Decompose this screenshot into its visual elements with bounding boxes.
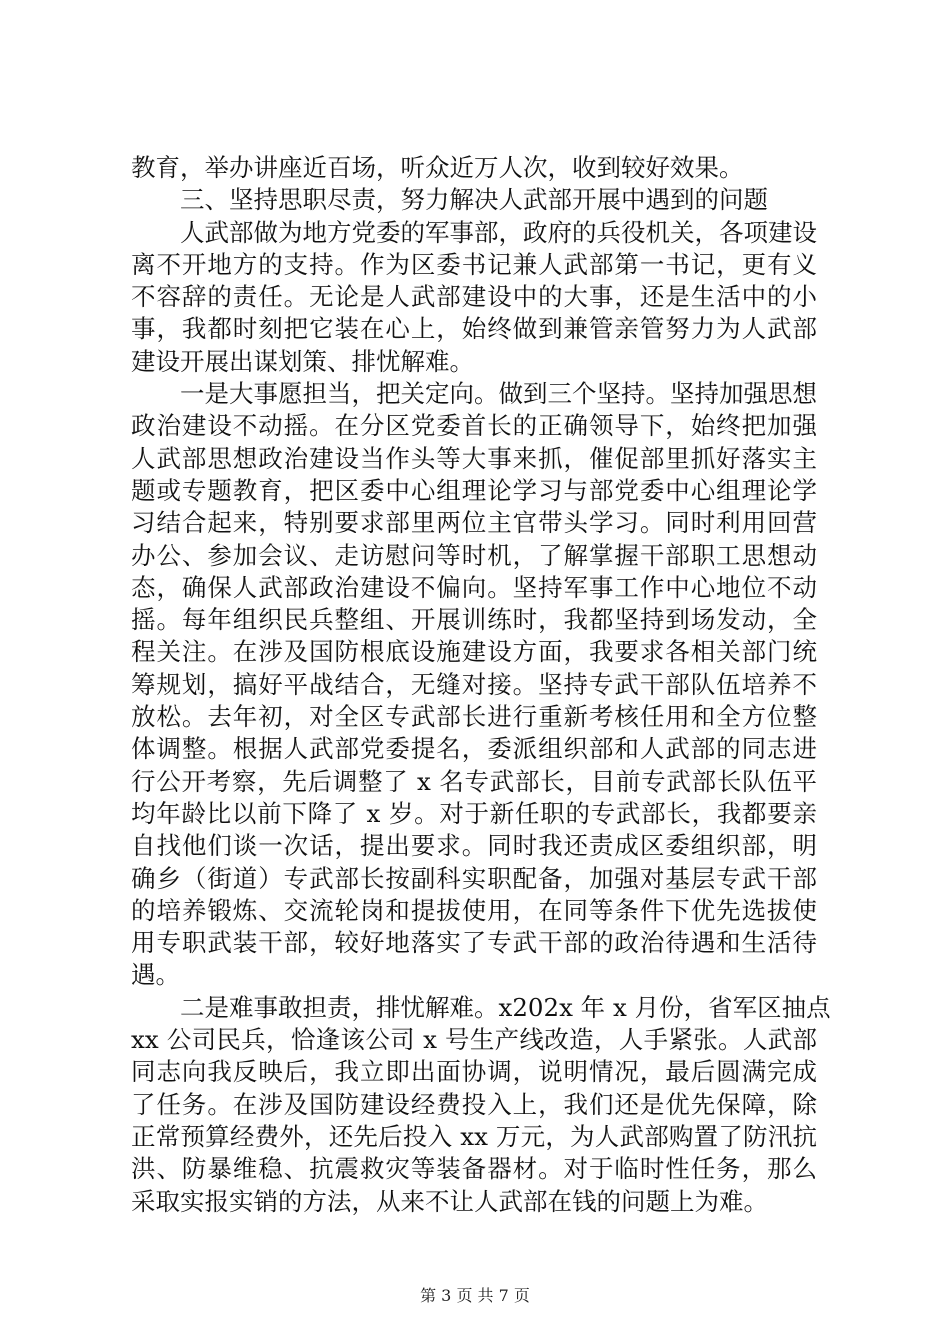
text-line: 程关注。在涉及国防根底设施建设方面，我要求各相关部门统 [131, 637, 817, 667]
text-line: 习结合起来，特别要求部里两位主官带头学习。同时利用回营 [131, 508, 817, 538]
text-line: 离不开地方的支持。作为区委书记兼人武部第一书记，更有义 [131, 249, 817, 279]
text-line: 态，确保人武部政治建设不偏向。坚持军事工作中心地位不动 [131, 572, 817, 602]
text-line: 二是难事敢担责，排忧解难。x202x 年 x 月份，省军区抽点 [180, 992, 831, 1022]
text-line: 用专职武装干部，较好地落实了专武干部的政治待遇和生活待 [131, 928, 817, 958]
text-line: 办公、参加会议、走访慰问等时机，了解掌握干部职工思想动 [131, 540, 817, 570]
text-line: 题或专题教育，把区委中心组理论学习与部党委中心组理论学 [131, 475, 817, 505]
text-line: 均年龄比以前下降了 x 岁。对于新任职的专武部长，我都要亲 [131, 798, 817, 828]
text-line: 政治建设不动摇。在分区党委首长的正确领导下，始终把加强 [131, 411, 817, 441]
text-line: 自找他们谈一次话，提出要求。同时我还责成区委组织部，明 [131, 831, 817, 861]
text-line: 行公开考察，先后调整了 x 名专武部长，目前专武部长队伍平 [131, 766, 817, 796]
text-line: 的培养锻炼、交流轮岗和提拔使用，在同等条件下优先选拔使 [131, 895, 817, 925]
text-line: 同志向我反映后，我立即出面协调，说明情况，最后圆满完成 [131, 1057, 817, 1087]
text-line: 采取实报实销的方法，从来不让人武部在钱的问题上为难。 [131, 1186, 768, 1216]
text-line: 人武部做为地方党委的军事部，政府的兵役机关，各项建设 [180, 217, 817, 247]
text-line: 了任务。在涉及国防建设经费投入上，我们还是优先保障，除 [131, 1089, 817, 1119]
page-number: 第 3 页 共 7 页 [420, 1286, 530, 1305]
text-line: 洪、防暴维稳、抗震救灾等装备器材。对于临时性任务，那么 [131, 1154, 817, 1184]
text-line: 体调整。根据人武部党委提名，委派组织部和人武部的同志进 [131, 734, 817, 764]
text-line: 不容辞的责任。无论是人武部建设中的大事，还是生活中的小 [131, 282, 817, 312]
text-line: 事，我都时刻把它装在心上，始终做到兼管亲管努力为人武部 [131, 314, 817, 344]
page-footer [0, 1283, 950, 1306]
text-line: 人武部思想政治建设当作头等大事来抓，催促部里抓好落实主 [131, 443, 817, 473]
text-line: 正常预算经费外，还先后投入 xx 万元，为人武部购置了防汛抗 [131, 1121, 817, 1151]
text-line: 遇。 [131, 960, 180, 990]
document-body [131, 152, 831, 1218]
text-line: 放松。去年初，对全区专武部长进行重新考核任用和全方位整 [131, 702, 817, 732]
text-line: 确乡（街道）专武部长按副科实职配备，加强对基层专武干部 [131, 863, 817, 893]
text-line: 筹规划，搞好平战结合，无缝对接。坚持专武干部队伍培养不 [131, 669, 817, 699]
text-line: 摇。每年组织民兵整组、开展训练时，我都坚持到场发动，全 [131, 605, 817, 635]
section-heading: 三、坚持思职尽责，努力解决人武部开展中遇到的问题 [180, 185, 768, 215]
text-line: 一是大事愿担当，把关定向。做到三个坚持。坚持加强思想 [180, 379, 817, 409]
text-line: xx 公司民兵，恰逢该公司 x 号生产线改造，人手紧张。人武部 [131, 1025, 817, 1055]
text-line: 教育，举办讲座近百场，听众近万人次，收到较好效果。 [131, 153, 744, 182]
text-line: 建设开展出谋划策、排忧解难。 [131, 346, 474, 376]
